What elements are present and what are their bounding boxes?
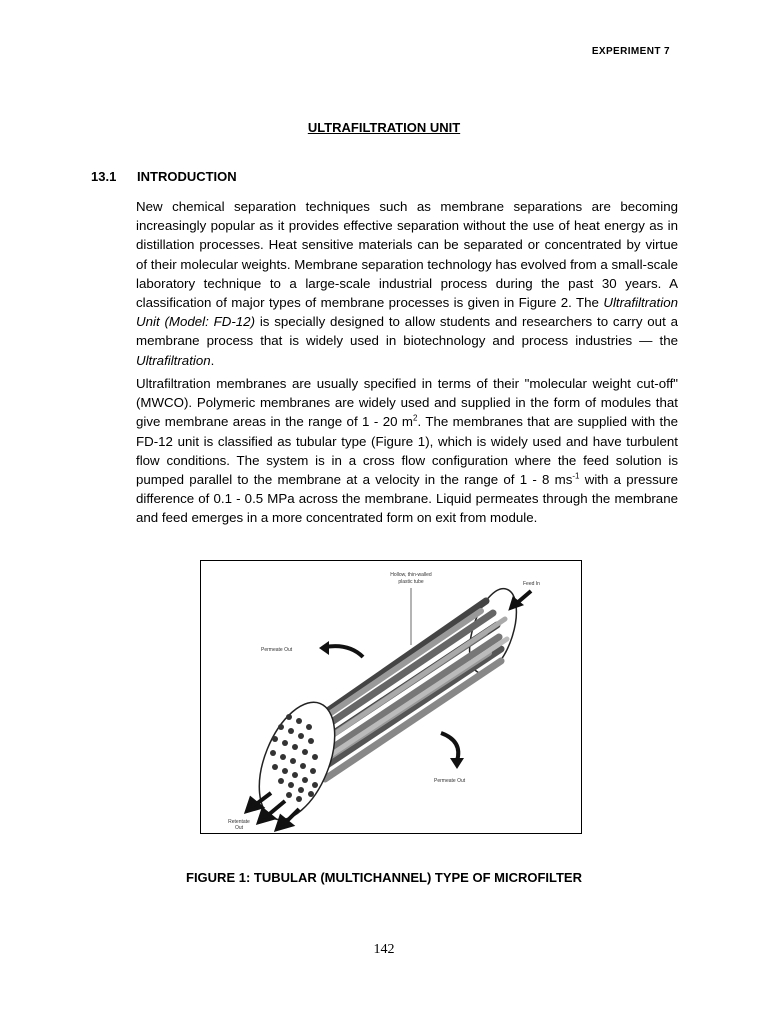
figure-caption: FIGURE 1: TUBULAR (MULTICHANNEL) TYPE OF MICROFILTER: [186, 870, 582, 885]
label-tube-line2: plastic tube: [398, 579, 424, 585]
intro-text-middle: is specially designed to allow students and researchers to carry out a membrane process that is widely used in biotechnology and process industries — the: [136, 314, 678, 349]
superscript-minus-1: -1: [572, 471, 580, 481]
tubular-filter-figure: [200, 560, 582, 834]
label-permeate-out-right: Permeate Out: [434, 778, 466, 784]
label-retentate-line1: Retentate: [228, 819, 250, 825]
label-permeate-out-left: Permeate Out: [261, 647, 293, 653]
permeate-out-arrow-right: [441, 733, 464, 769]
mwco-text-2: . The membranes that are supplied with the FD-12 unit is classified as tubular type (Figure 1), which is widely used and have turbulent flow conditions. The system is in a cross flow configuration where the feed solution is pumped parallel to the membrane at a velocity in the range of 1 - 8 ms: [136, 414, 678, 488]
page-title: ULTRAFILTRATION UNIT: [307, 120, 461, 135]
label-tube-line1: Hollow, thin-walled: [390, 572, 432, 578]
mwco-paragraph: [136, 374, 678, 528]
label-feed-in: Feed In: [523, 581, 540, 587]
process-name: Ultrafiltration: [136, 352, 211, 368]
experiment-label: EXPERIMENT 7: [591, 46, 670, 57]
mwco-text-3: with a pressure difference of 0.1 - 0.5 MPa across the membrane. Liquid permeates through the membrane and feed emerges in a more concentrated form on exit from module.: [136, 472, 678, 526]
superscript-2: 2: [413, 413, 418, 423]
mwco-text-1: Ultrafiltration membranes are usually specified in terms of their "molecular weight cut-off" (MWCO). Polymeric membranes are widely used and supplied in the form of modules that give membrane areas in the range of 1 - 20 m: [136, 376, 678, 430]
section-title: INTRODUCTION: [137, 169, 237, 184]
page-number: 142: [373, 942, 395, 957]
tubular-filter-diagram: [201, 561, 581, 833]
label-retentate-line2: Out: [234, 825, 244, 831]
intro-paragraph: [136, 197, 678, 370]
intro-text-end: .: [210, 352, 215, 368]
permeate-out-arrow-left: [319, 641, 363, 657]
intro-text: New chemical separation techniques such as membrane separations are becoming increasingly popular as it provides effective separation without the use of heat energy as in distillation processes. Heat sensitive materials can be separated or concentrated by virtue of their molecular weights. Membrane separation technology has evolved from a small-scale laboratory technique to a large-scale industrial process during the past 30 years. A classification of major types of membrane processes is given in Figure 2. The: [136, 199, 678, 311]
section-number: 13.1: [91, 169, 117, 184]
unit-model-name: Ultrafiltration Unit (Model: FD-12): [136, 295, 678, 330]
